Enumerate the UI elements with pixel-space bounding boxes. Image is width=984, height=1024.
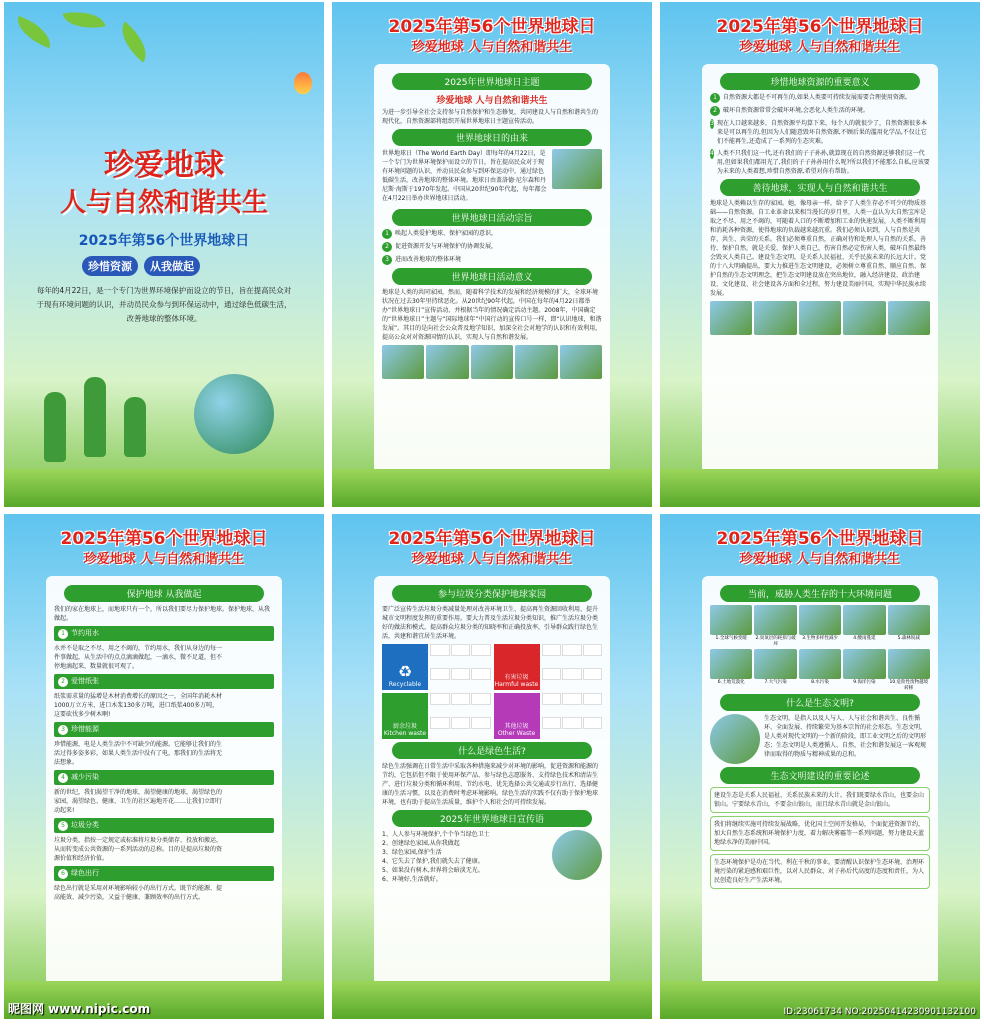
section-bar: 当前，威胁人类生存的十大环境问题	[720, 585, 920, 602]
poster-resources	[660, 2, 980, 507]
photo	[560, 345, 602, 379]
quote-box: 建设生态是关系人民福祉、关系民族未来的大计。我们既要绿水青山，也要金山银山。宁要绿水青山，不要金山银山，而且绿水青山就是金山银山。	[710, 787, 930, 813]
content-card	[46, 576, 282, 986]
poster-subheader: 珍爱地球 人与自然和谐共生	[411, 552, 573, 567]
bin-card	[382, 644, 491, 690]
section-bar: 什么是绿色生活?	[392, 742, 592, 759]
section-heading: 1 节约用水	[54, 626, 274, 641]
poster-subheader: 珍爱地球 人与自然和谐共生	[739, 40, 901, 55]
photo	[710, 301, 752, 335]
recycle-bin-icon: ♻ Recyclable	[382, 644, 428, 690]
list-item: 1 自然资源大都是不可再生的,如果人类要可持续发展需要合理使用资源。	[710, 93, 930, 103]
poster-subheader: 珍爱地球 人与自然和谐共生	[83, 552, 245, 567]
earth-illustration	[552, 149, 602, 189]
problem-tile: 8.水污染	[799, 649, 841, 691]
section-bar: 2025年世界地球日宣传语	[392, 810, 592, 827]
leaf-decoration	[63, 7, 106, 34]
harmony-text: 地球是人类赖以生存的家园。她，像母亲一样，给予了人类生存必不可少的物质基础——自然资源。自工业革命以来相当漫长的岁月里，人类一直认为大自然宝库是取之不尽、用之不竭的，可随着人口的不断增加和工业的快速发展，人类不断利用和消耗各种资源，使得地球的负载越来越沉重。我们必须认识到，人与自然是共存、共生、共荣的关系。我们必须尊重自然，正确对待和处理人与自然的关系，善待、保护自然，就是关爱、保护人类自己，伤害自然必定伤害人类，破坏自然最终会毁灭人类自己。建设生态文明，是关系人民福祉、关乎民族未来的长远大计。党的十八大明确提出，要大力推进生态文明建设，必须树立尊重自然、顺应自然、保护自然的生态文明理念，把生态文明建设放在突出地位，融入经济建设、政治建设、文化建设、社会建设各方面和全过程，努力建设美丽中国，实现中华民族永续发展。	[710, 200, 927, 297]
section-bar: 生态文明建设的重要论述	[720, 767, 920, 784]
cover-pills	[82, 256, 200, 276]
cover-title-line1: 珍爱地球	[104, 148, 224, 183]
pill-label: 从我做起	[144, 256, 200, 276]
poster-cover	[4, 2, 324, 507]
theme-title: 珍爱地球 人与自然和谐共生	[436, 96, 548, 106]
section-heading: 4 减少污染	[54, 770, 274, 785]
slogan: 4、它失去了保护,我们就失去了健康。	[382, 858, 484, 865]
section-bar: 2025年世界地球日主题	[392, 73, 592, 90]
kitchen-bin-icon: 厨余垃圾 Kitchen waste	[382, 693, 428, 739]
poster-header: 2025年第56个世界地球日	[388, 529, 596, 549]
photo	[426, 345, 468, 379]
slogan: 6、环境好,生活就好。	[382, 876, 442, 883]
section-bar: 世界地球日活动宗旨	[392, 209, 592, 226]
bin-card	[382, 693, 491, 739]
section-text: 绿色出行就是采用对环境影响较小的出行方式。既节约能源、提高能效、减少污染，又益于健康、兼顾效率的出行方式。	[54, 885, 223, 901]
problem-tile: 4.酸雨蔓延	[843, 605, 885, 647]
problem-tile: 7.大气污染	[754, 649, 796, 691]
watermark: 昵图网 www.nipic.com	[8, 1002, 151, 1016]
photo	[888, 301, 930, 335]
cover-intro: 每年的4月22日，是一个专门为世界环境保护而设立的节日，旨在提高民众对于现有环境问题的认识，并动员民众参与到环保运动中，通过绿色低碳生活，改善地球的整体环境。	[36, 286, 292, 323]
problem-tile: 5.森林锐减	[888, 605, 930, 647]
origin-text: 世界地球日（The World Earth Day）即每年的4月22日，是一个专门为世界环境保护而设立的节日，旨在提高民众对于现有环境问题的认识，并动员民众参与到环保运动中，通过绿色低碳生活，改善地球的整体环境。地球日由盖洛德·尼尔森和丹尼斯·海斯于1970年发起。中国从20世纪90年代起，每年都会在4月22日举办世界地球日活动。	[382, 150, 547, 202]
section-bar: 善待地球，实现人与自然和谐共生	[720, 179, 920, 196]
poster-earth-day	[332, 2, 652, 507]
problem-tile: 9.海洋污染	[843, 649, 885, 691]
problem-tile: 6.土地荒漠化	[710, 649, 752, 691]
grass-decoration	[332, 981, 652, 1019]
list-item: 3 进而改善地球的整体环境	[382, 255, 602, 265]
mascot-illustration	[710, 714, 760, 764]
slogan: 1、人人参与环境保护,个个争当绿色卫士	[382, 831, 490, 838]
slogan: 3、绿色家园,保护生活	[382, 849, 442, 856]
meaning-text: 地球是人类的共同家园，然而，随着科学技术的发展和经济规模的扩大，全球环境状况在过去30年里持续恶化。从20世纪90年代起，中国在每年的4月22日都举办“世界地球日”宣传活动，并根据当年的情况确定活动主题。2008年，中国确定的“世界地球日”主题与“国际地球年”中国行动的宣传口号一样，即“认识地球，和谐发展”。其目的是向社会公众普及地学知识，加深全社会对地学的认识和有效利用，提高公众对对资源国情的认识，实现人与自然和谐发展。	[382, 289, 602, 341]
ecology-text: 生态文明，是指人以及人与人、人与社会和谐共生、良性循环、全面发展、持续繁荣为基本宗旨的社会形态。生态文明，是人类对现代文明的一个新的阶段，即工业文明之后的文明形态；生态文明是人类遵循人、自然、社会和谐发展这一客观规律而取得的物质与精神成果的总和。	[764, 715, 927, 758]
photo	[382, 345, 424, 379]
other-bin-icon: 其他垃圾 Other Waste	[494, 693, 540, 739]
harmful-bin-icon: 有害垃圾 Harmful waste	[494, 644, 540, 690]
section-text: 珍惜能源，电是人类生活中不可缺少的能源。它能够让我们的生活过得多姿多彩，如果人类生活中没有了电，那我们的生活将无法想象。	[54, 741, 223, 766]
slogan: 5、如果没有树木,世界将会暗淡无光。	[382, 867, 484, 874]
list-item: 3 现在人口越来越多，自然资源平均算下来，每个人的就很少了，自然资源很多本来是可以再生的,但因为人们随意毁坏自然资源,不顾后果的滥用化学品,不仅让它们不能再生,还造成了一系列的生态灾难。	[710, 120, 928, 145]
problem-tile: 10.危险性废物越境转移	[888, 649, 930, 691]
sorting-text: 要广泛宣传生活垃圾分类减量处理对改善环境卫生、提高再生资源回收利用、提升城市文明程度发挥的重要作用。要大力普及生活垃圾分类知识，推广生活垃圾分类好的做法和模式，提高群众垃圾分类的知晓率和正确投放率，引导群众践行绿色生活，共建和谐宜居生活环境。	[382, 606, 599, 640]
section-heading: 6 绿色出行	[54, 866, 274, 881]
content-card	[374, 64, 610, 494]
bin-card	[494, 693, 603, 739]
section-heading: 2 爱惜纸张	[54, 674, 274, 689]
poster-garbage-sorting	[332, 514, 652, 1019]
photo-strip	[382, 345, 602, 379]
bin-grid	[382, 644, 602, 739]
section-bar: 世界地球日的由来	[392, 129, 592, 146]
cyclist-illustration	[552, 830, 602, 880]
cover-subtitle: 2025年第56个世界地球日	[78, 233, 250, 249]
section-bar: 什么是生态文明?	[720, 694, 920, 711]
poster-header: 2025年第56个世界地球日	[716, 529, 924, 549]
section-bar: 珍惜地球资源的重要意义	[720, 73, 920, 90]
section-text: 纸浆需求量的猛增是木材消费增长的原因之一，全国年消耗木材1000万立方米，进口木浆130多万吨，进口纸浆400多万吨，这要砍伐多少树木啊!	[54, 693, 223, 718]
list-item: 2 破坏自然资源常常会破坏环境,会恶化人类生活的环境。	[710, 106, 930, 116]
section-text: 水并不是取之不尽、用之不竭的，节约用水，我们从身边的每一件事做起，从生活中的点点滴滴做起，一滴水，微不足道，但不停地滴起来，数量就很可观了。	[54, 645, 223, 670]
section-bar: 参与垃圾分类保护地球家园	[392, 585, 592, 602]
problem-tile: 3.生物多样性减少	[799, 605, 841, 647]
photo	[799, 301, 841, 335]
content-card	[374, 576, 610, 1006]
intro-text: 我们的家在地球上，而地球只有一个，所以我们要尽力保护地球。保护地球，从我做起。	[54, 606, 271, 622]
person-silhouette	[124, 397, 146, 457]
pill-label: 珍惜资源	[82, 256, 138, 276]
list-item: 2 促进资源开发与环境保护的协调发展，	[382, 242, 602, 252]
theme-text: 为进一步引导全社会支持参与自然保护和生态修复，共同建设人与自然和谐共生的现代化，自然资源部将组织开展世界地球日主题宣传活动。	[382, 109, 599, 125]
person-silhouette	[84, 377, 106, 457]
globe-icon	[194, 374, 274, 454]
quote-box: 生态环境保护是功在当代、利在千秋的事业。要清醒认识保护生态环境、治理环境污染的紧迫感和艰巨性，以对人民群众、对子孙后代高度的态度和责任，为人民创造良好生产生活环境。	[710, 854, 930, 889]
photo	[843, 301, 885, 335]
list-item: 1 唤起人类爱护地球、保护家园的意识，	[382, 229, 602, 239]
poster-header: 2025年第56个世界地球日	[388, 17, 596, 37]
bin-card	[494, 644, 603, 690]
leaf-decoration	[112, 21, 155, 62]
grass-decoration	[660, 469, 980, 507]
person-silhouette	[44, 392, 66, 462]
slogan: 2、创建绿色家园,从你我做起	[382, 840, 460, 847]
leaf-decoration	[12, 16, 56, 48]
image-id-watermark: ID:23061734 NO:20250414230901132100	[783, 1007, 976, 1017]
section-text: 新的世纪，我们渴望干净的地球，渴望健康的地球，渴望绿色的家园，渴望绿色、健康、卫生的社区遍地开花……让我们立即行动起来!	[54, 789, 223, 814]
poster-header: 2025年第56个世界地球日	[716, 17, 924, 37]
poster-subheader: 珍爱地球 人与自然和谐共生	[739, 552, 901, 567]
content-card	[702, 64, 938, 494]
content-card	[702, 576, 938, 1006]
poster-header: 2025年第56个世界地球日	[60, 529, 268, 549]
problem-grid	[710, 605, 930, 691]
problem-tile: 2.臭氧层的耗损与破坏	[754, 605, 796, 647]
section-heading: 5 垃圾分类	[54, 818, 274, 833]
green-life-text: 绿色生活强调在日常生活中采取各种措施来减少对环境的影响，促进资源和能源的节约，它包括但不限于使用环保产品、参与绿色志愿服务、支持绿色技术和清洁生产、进行垃圾分类和循环利用、节约水电、优先选择公共交通或步行出行、选择健康的生活习惯，以及在消费时考虑环境影响。绿色生活的实践不仅有助于保护地球环境，也有助于提高生活质量，维护个人和社会的可持续发展。	[382, 763, 599, 806]
grass-decoration	[332, 469, 652, 507]
poster-ecology	[660, 514, 980, 1019]
hot-air-balloon-icon	[294, 72, 312, 94]
section-text: 垃圾分类，指按一定规定或标准将垃圾分类储存、投放和搬运，从而转变成公共资源的一系列活动的总称。目的是提高垃圾的资源价值和经济价值。	[54, 837, 223, 862]
photo-strip	[710, 301, 930, 335]
poster-protect-earth	[4, 514, 324, 1019]
section-heading: 3 珍惜能源	[54, 722, 274, 737]
section-bar: 世界地球日活动意义	[392, 268, 592, 285]
photo	[754, 301, 796, 335]
photo	[471, 345, 513, 379]
list-item: 4 人类不只我们这一代,还有我们的子子孙孙,就算现在的自然资源还够我们这一代用,但如果我们都用光了,我们的子子孙孙用什么呢?所以我们不能那么自私,应该要为未来的人类着想,珍惜自然资源,希望对你有帮助。	[710, 150, 930, 175]
photo	[515, 345, 557, 379]
poster-subheader: 珍爱地球 人与自然和谐共生	[411, 40, 573, 55]
slogan-list	[382, 830, 552, 884]
grass-decoration	[4, 469, 324, 507]
quote-box: 我们将继续实施可持续发展战略，优化国土空间开发格局，个面促进资源节约，加大自然生态系统和环境保护力度，着力解决雾霾等一系列问题，努力建设天蓝地绿水净的美丽中国。	[710, 816, 930, 851]
problem-tile: 1.全球气候变暖	[710, 605, 752, 647]
section-bar: 保护地球 从我做起	[64, 585, 264, 602]
cover-title-line2: 人与自然和谐共生	[59, 188, 268, 218]
